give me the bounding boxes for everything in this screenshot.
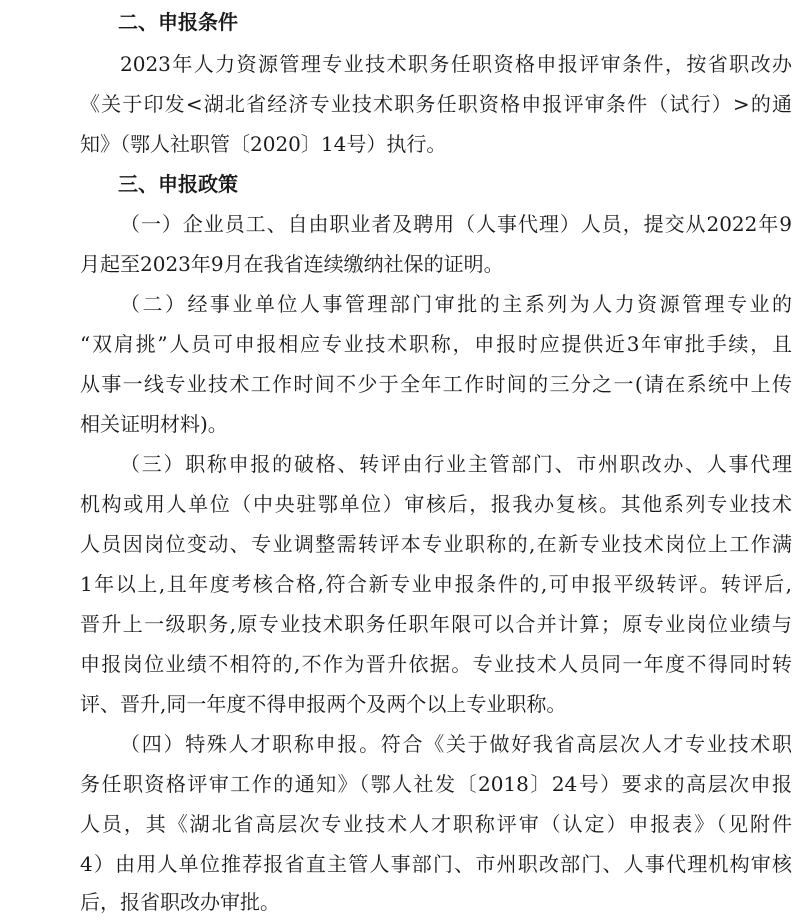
paragraph-line: （三）职称申报的破格、转评由行业主管部门、市州职改办、人事代理 <box>120 452 792 476</box>
paragraph-line: 2023年人力资源管理专业技术职务任职资格申报评审条件，按省职改办 <box>120 52 792 76</box>
paragraph-line: 相关证明材料)。 <box>80 412 228 436</box>
paragraph-line: 知》（鄂人社职管〔2020〕14号）执行。 <box>80 132 447 156</box>
paragraph-line: 《关于印发<湖北省经济专业技术职务任职资格申报评审条件（试行）>的通 <box>80 92 792 116</box>
paragraph-line: （二）经事业单位人事管理部门审批的主系列为人力资源管理专业的 <box>120 292 792 316</box>
paragraph-line: 申报岗位业绩不相符的,不作为晋升依据。专业技术人员同一年度不得同时转 <box>80 652 792 676</box>
section-heading-conditions: 二、申报条件 <box>118 10 238 34</box>
paragraph-line: 机构或用人单位（中央驻鄂单位）审核后，报我办复核。其他系列专业技术 <box>80 492 792 516</box>
paragraph-line: （一）企业员工、自由职业者及聘用（人事代理）人员，提交从2022年9 <box>120 212 792 236</box>
paragraph-line: 务任职资格评审工作的通知》（鄂人社发〔2018〕24号）要求的高层次申报 <box>80 772 792 796</box>
paragraph-line: “双肩挑”人员可申报相应专业技术职称，申报时应提供近3年审批手续，且 <box>80 332 792 356</box>
paragraph-line: （四）特殊人才职称申报。符合《关于做好我省高层次人才专业技术职 <box>120 732 792 756</box>
paragraph-line: 1年以上,且年度考核合格,符合新专业申报条件的,可申报平级转评。转评后, <box>80 572 792 596</box>
paragraph-line: 后，报省职改办审批。 <box>80 890 280 914</box>
paragraph-line: 评、晋升,同一年度不得申报两个及两个以上专业职称。 <box>80 692 567 716</box>
paragraph-line: 人员，其《湖北省高层次专业技术人才职称评审（认定）申报表》（见附件 <box>80 812 792 836</box>
paragraph-line: 月起至2023年9月在我省连续缴纳社保的证明。 <box>80 252 504 276</box>
paragraph-line: 4）由用人单位推荐报省直主管人事部门、市州职改部门、人事代理机构审核 <box>80 852 792 876</box>
paragraph-line: 从事一线专业技术工作时间不少于全年工作时间的三分之一(请在系统中上传 <box>80 372 792 396</box>
paragraph-line: 人员因岗位变动、专业调整需转评本专业职称的,在新专业技术岗位上工作满 <box>80 532 792 556</box>
paragraph-line: 晋升上一级职务,原专业技术职务任职年限可以合并计算；原专业岗位业绩与 <box>80 612 792 636</box>
section-heading-policy: 三、申报政策 <box>118 172 238 196</box>
